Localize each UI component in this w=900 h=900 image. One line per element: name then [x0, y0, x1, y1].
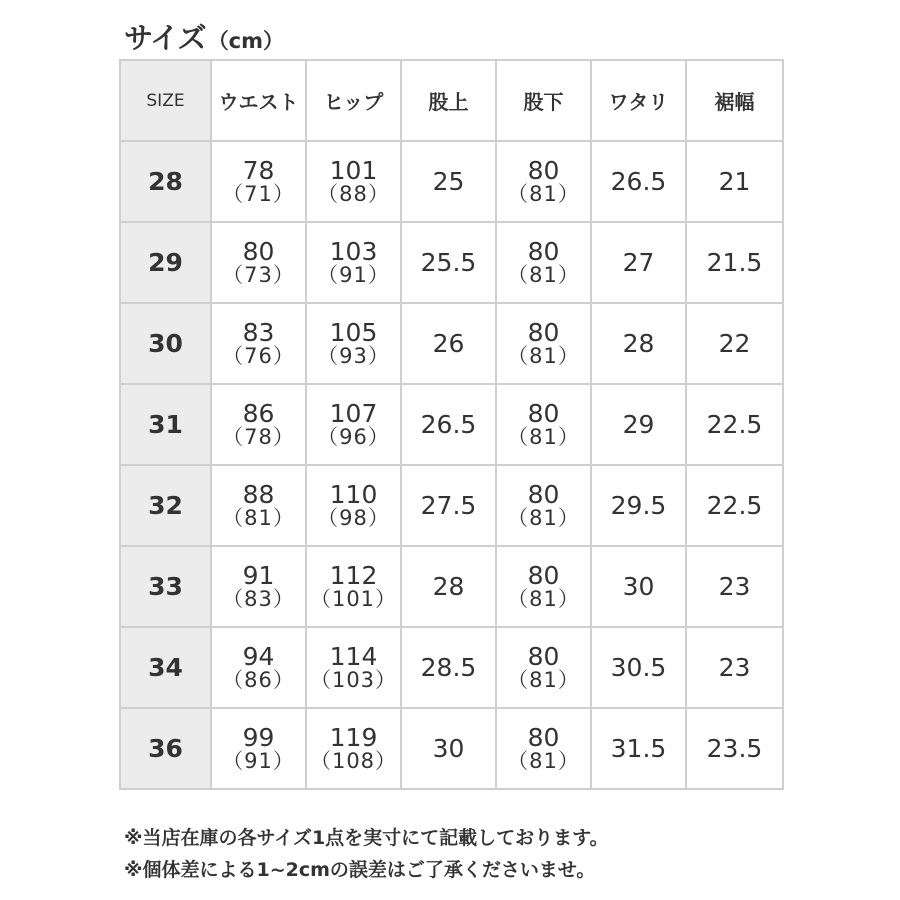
waist-sub-value: （71）: [222, 181, 295, 206]
inseam-cell: [496, 627, 591, 708]
inseam-sub-value: （81）: [507, 586, 580, 611]
title-text: サイズ: [124, 21, 206, 55]
waist-sub-value: （81）: [222, 505, 295, 530]
hem-cell: [686, 222, 783, 303]
inseam-sub-value: （81）: [507, 181, 580, 206]
inseam-cell: [496, 141, 591, 222]
size-cell: 33: [120, 546, 211, 627]
hem-value: 22.5: [706, 491, 763, 520]
waist-value: 86: [242, 398, 275, 428]
inseam-value: 80: [527, 560, 560, 590]
inseam-value: 80: [527, 155, 560, 185]
waist-value: 88: [242, 479, 275, 509]
waist-sub-value: （73）: [222, 262, 295, 287]
hip-sub-value: （103）: [309, 667, 398, 692]
inseam-value: 80: [527, 236, 560, 266]
hip-value: 114: [329, 641, 378, 671]
inseam-sub-value: （81）: [507, 424, 580, 449]
rise-value: 30: [432, 734, 465, 763]
thigh-value: 31.5: [610, 734, 667, 763]
hem-cell: [686, 141, 783, 222]
hip-cell: [306, 627, 401, 708]
thigh-cell: [591, 141, 686, 222]
rise-value: 25: [432, 167, 465, 196]
thigh-value: 28: [622, 329, 655, 358]
header-hem: 裾幅: [686, 60, 783, 141]
hem-value: 22.5: [706, 410, 763, 439]
table-row: [120, 465, 783, 546]
notes: [124, 822, 609, 886]
thigh-value: 29: [622, 410, 655, 439]
waist-value: 99: [242, 722, 275, 752]
rise-cell: [401, 627, 496, 708]
inseam-cell: [496, 546, 591, 627]
waist-value: 83: [242, 317, 275, 347]
hip-cell: [306, 708, 401, 789]
hip-value: 101: [329, 155, 378, 185]
hip-value: 107: [329, 398, 378, 428]
hip-sub-value: （93）: [317, 343, 390, 368]
hem-value: 23: [718, 572, 751, 601]
title-unit: （cm）: [207, 29, 285, 53]
rise-cell: [401, 546, 496, 627]
hip-sub-value: （96）: [317, 424, 390, 449]
rise-cell: [401, 222, 496, 303]
rise-value: 28: [432, 572, 465, 601]
hip-value: 110: [329, 479, 378, 509]
header-waist: ウエスト: [211, 60, 306, 141]
hip-cell: [306, 141, 401, 222]
thigh-cell: [591, 627, 686, 708]
waist-cell: [211, 303, 306, 384]
rise-value: 26: [432, 329, 465, 358]
rise-value: 27.5: [420, 491, 477, 520]
inseam-cell: [496, 303, 591, 384]
thigh-cell: [591, 708, 686, 789]
hem-cell: [686, 384, 783, 465]
rise-cell: [401, 141, 496, 222]
thigh-value: 30: [622, 572, 655, 601]
hip-cell: [306, 384, 401, 465]
note-line: ※当店在庫の各サイズ1点を実寸にて記載しております。: [124, 827, 609, 849]
page-title: [124, 16, 284, 56]
rise-cell: [401, 384, 496, 465]
waist-value: 91: [242, 560, 275, 590]
rise-value: 25.5: [420, 248, 477, 277]
waist-value: 94: [242, 641, 275, 671]
waist-cell: [211, 465, 306, 546]
hem-value: 21: [718, 167, 751, 196]
header-inseam: 股下: [496, 60, 591, 141]
hip-cell: [306, 465, 401, 546]
waist-sub-value: （76）: [222, 343, 295, 368]
hem-cell: [686, 303, 783, 384]
inseam-sub-value: （81）: [507, 505, 580, 530]
inseam-cell: [496, 384, 591, 465]
inseam-cell: [496, 222, 591, 303]
waist-cell: [211, 708, 306, 789]
hem-cell: [686, 708, 783, 789]
rise-cell: [401, 465, 496, 546]
thigh-cell: [591, 222, 686, 303]
size-cell: 32: [120, 465, 211, 546]
thigh-value: 30.5: [610, 653, 667, 682]
thigh-value: 29.5: [610, 491, 667, 520]
inseam-value: 80: [527, 398, 560, 428]
inseam-cell: [496, 465, 591, 546]
table-row: [120, 141, 783, 222]
hem-value: 21.5: [706, 248, 763, 277]
table-row: [120, 627, 783, 708]
size-cell: 36: [120, 708, 211, 789]
size-cell: 31: [120, 384, 211, 465]
waist-sub-value: （91）: [222, 748, 295, 773]
hip-value: 112: [329, 560, 378, 590]
table-row: [120, 303, 783, 384]
thigh-value: 26.5: [610, 167, 667, 196]
waist-value: 80: [242, 236, 275, 266]
thigh-cell: [591, 303, 686, 384]
table-row: [120, 708, 783, 789]
size-cell: 28: [120, 141, 211, 222]
header-rise: 股上: [401, 60, 496, 141]
hip-cell: [306, 222, 401, 303]
rise-cell: [401, 303, 496, 384]
table-header-row: [120, 60, 783, 141]
hip-cell: [306, 303, 401, 384]
hem-value: 22: [718, 329, 751, 358]
hip-value: 103: [329, 236, 378, 266]
inseam-sub-value: （81）: [507, 343, 580, 368]
thigh-cell: [591, 465, 686, 546]
size-chart-table: [119, 59, 784, 790]
inseam-sub-value: （81）: [507, 748, 580, 773]
inseam-value: 80: [527, 317, 560, 347]
waist-cell: [211, 627, 306, 708]
inseam-sub-value: （81）: [507, 667, 580, 692]
inseam-value: 80: [527, 641, 560, 671]
hem-value: 23.5: [706, 734, 763, 763]
hem-value: 23: [718, 653, 751, 682]
size-cell: 30: [120, 303, 211, 384]
waist-cell: [211, 141, 306, 222]
header-size: SIZE: [120, 60, 211, 141]
hem-cell: [686, 465, 783, 546]
table-row: [120, 222, 783, 303]
waist-sub-value: （86）: [222, 667, 295, 692]
waist-value: 78: [242, 155, 275, 185]
waist-sub-value: （83）: [222, 586, 295, 611]
table-row: [120, 384, 783, 465]
inseam-value: 80: [527, 722, 560, 752]
hip-cell: [306, 546, 401, 627]
hip-sub-value: （91）: [317, 262, 390, 287]
hip-value: 105: [329, 317, 378, 347]
waist-cell: [211, 222, 306, 303]
hem-cell: [686, 627, 783, 708]
note-line: ※個体差による1~2cmの誤差はご了承くださいませ。: [124, 859, 596, 881]
header-hip: ヒップ: [306, 60, 401, 141]
hip-sub-value: （98）: [317, 505, 390, 530]
rise-value: 26.5: [420, 410, 477, 439]
rise-value: 28.5: [420, 653, 477, 682]
table-row: [120, 546, 783, 627]
size-cell: 29: [120, 222, 211, 303]
thigh-cell: [591, 384, 686, 465]
inseam-cell: [496, 708, 591, 789]
inseam-sub-value: （81）: [507, 262, 580, 287]
waist-cell: [211, 384, 306, 465]
header-thigh: ワタリ: [591, 60, 686, 141]
thigh-value: 27: [622, 248, 655, 277]
hip-sub-value: （88）: [317, 181, 390, 206]
hem-cell: [686, 546, 783, 627]
hip-sub-value: （108）: [309, 748, 398, 773]
waist-sub-value: （78）: [222, 424, 295, 449]
waist-cell: [211, 546, 306, 627]
rise-cell: [401, 708, 496, 789]
inseam-value: 80: [527, 479, 560, 509]
size-cell: 34: [120, 627, 211, 708]
thigh-cell: [591, 546, 686, 627]
hip-value: 119: [329, 722, 378, 752]
hip-sub-value: （101）: [309, 586, 398, 611]
